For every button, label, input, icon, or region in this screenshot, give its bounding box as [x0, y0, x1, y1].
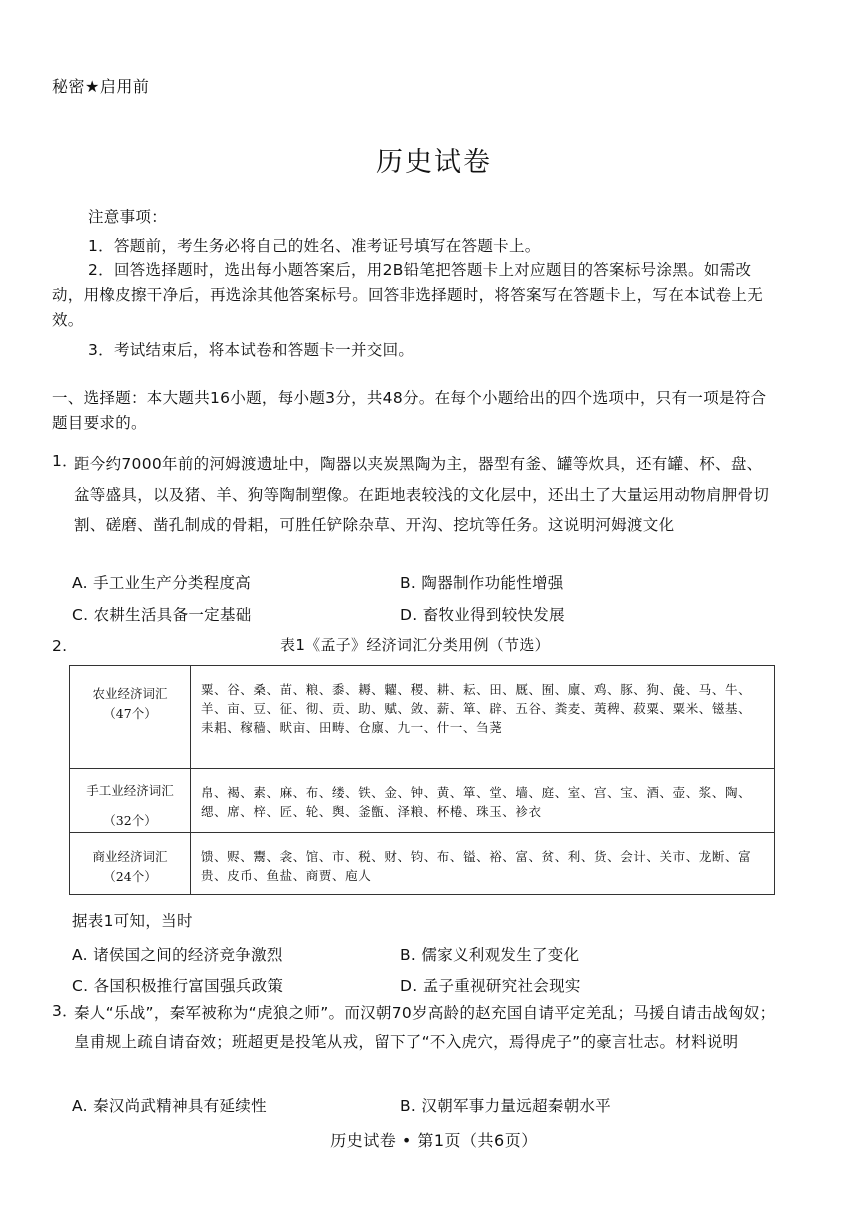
table-row [70, 769, 775, 833]
words-cell: 帛、褐、素、麻、布、缕、铁、金、钟、黄、箪、堂、墙、庭、室、宫、宝、酒、壶、浆、陶、缌、席、梓、匠、轮、舆、釜甑、泽粮、杯棬、珠玉、袗衣 [191, 769, 775, 833]
category-count: （47个） [103, 706, 157, 721]
q2-option-b: B. 儒家义利观发生了变化 [400, 946, 580, 964]
q1-number: 1． [52, 452, 78, 470]
notice-item-3: 3．考试结束后，将本试卷和答题卡一并交回。 [88, 341, 415, 359]
secret-mark: 秘密★启用前 [52, 77, 150, 96]
category-count: （32个） [103, 813, 157, 828]
table-row [70, 833, 775, 895]
q1-stem: 距今约7000年前的河姆渡遗址中，陶器以夹炭黑陶为主，器型有釜、罐等炊具，还有罐、杯、盘、盆等盛具，以及猪、羊、狗等陶制塑像。在距地表较浅的文化层中，还出土了大量运用动物肩胛骨切割、磋磨、凿孔制成的骨耜，可胜任铲除杂草、开沟、挖坑等任务。这说明河姆渡文化 [74, 455, 770, 534]
category-cell [70, 666, 191, 769]
page-title: 历史试卷 [376, 147, 492, 178]
q3-number: 3． [52, 1002, 78, 1020]
section-intro: 一、选择题：本大题共16小题，每小题3分，共48分。在每个小题给出的四个选项中，只有一项是符合题目要求的。 [52, 389, 767, 432]
category-cell [70, 833, 191, 895]
q3-option-b: B. 汉朝军事力量远超秦朝水平 [400, 1097, 611, 1115]
category-cell [70, 769, 191, 833]
q1-option-d: D. 畜牧业得到较快发展 [400, 606, 565, 624]
q1-option-a: A. 手工业生产分类程度高 [72, 574, 252, 592]
q2-number: 2. [52, 637, 68, 655]
q2-option-a: A. 诸侯国之间的经济竞争激烈 [72, 946, 283, 964]
q3-option-a: A. 秦汉尚武精神具有延续性 [72, 1097, 267, 1115]
q1-option-c: C. 农耕生活具备一定基础 [72, 606, 252, 624]
q2-option-c: C. 各国积极推行富国强兵政策 [72, 977, 284, 995]
category-count: （24个） [103, 869, 157, 884]
vocabulary-table [69, 665, 775, 895]
notice-item-2: 2．回答选择题时，选出每小题答案后，用2B铅笔把答题卡上对应题目的答案标号涂黑。如需改动，用橡皮擦干净后，再选涂其他答案标号。回答非选择题时，将答案写在答题卡上，写在本试卷上无效。 [52, 261, 764, 329]
page-footer: 历史试卷 • 第1页（共6页） [330, 1131, 538, 1150]
q3-stem: 秦人“乐战”，秦军被称为“虎狼之师”。而汉朝70岁高龄的赵充国自请平定羌乱；马援自请击战匈奴；皇甫规上疏自请奋效；班超更是投笔从戎，留下了“不入虎穴，焉得虎子”的豪言壮志。材料说明 [74, 1004, 776, 1051]
q2-lead: 据表1可知，当时 [72, 912, 193, 930]
q2-option-d: D. 孟子重视研究社会现实 [400, 977, 581, 995]
table-caption: 表1《孟子》经济词汇分类用例（节选） [280, 636, 550, 654]
words-cell: 馈、赆、鬻、衾、馆、市、税、财、钧、布、镒、裕、富、贫、利、货、会计、关市、龙断、富贵、皮币、鱼盐、商贾、庖人 [191, 833, 775, 895]
notice-item-1: 1．答题前，考生务必将自己的姓名、准考证号填写在答题卡上。 [88, 237, 541, 255]
table-row [70, 666, 775, 769]
words-cell: 粟、谷、桑、苗、粮、黍、耨、糶、稷、耕、耘、田、厩、囿、廪、鸡、豚、狗、彘、马、牛、羊、亩、豆、征、彻、贡、助、赋、敛、薪、箪、辟、五谷、粪麦、荑稗、菽粟、粟米、镃基、耒耜、稼穑、畎亩、田畴、仓廪、九一、什一、刍荛 [191, 666, 775, 769]
q1-option-b: B. 陶器制作功能性增强 [400, 574, 564, 592]
category-label: 商业经济词汇 [92, 849, 168, 864]
category-label: 手工业经济词汇 [86, 783, 174, 798]
notice-heading: 注意事项： [88, 208, 168, 226]
category-label: 农业经济词汇 [92, 686, 168, 701]
